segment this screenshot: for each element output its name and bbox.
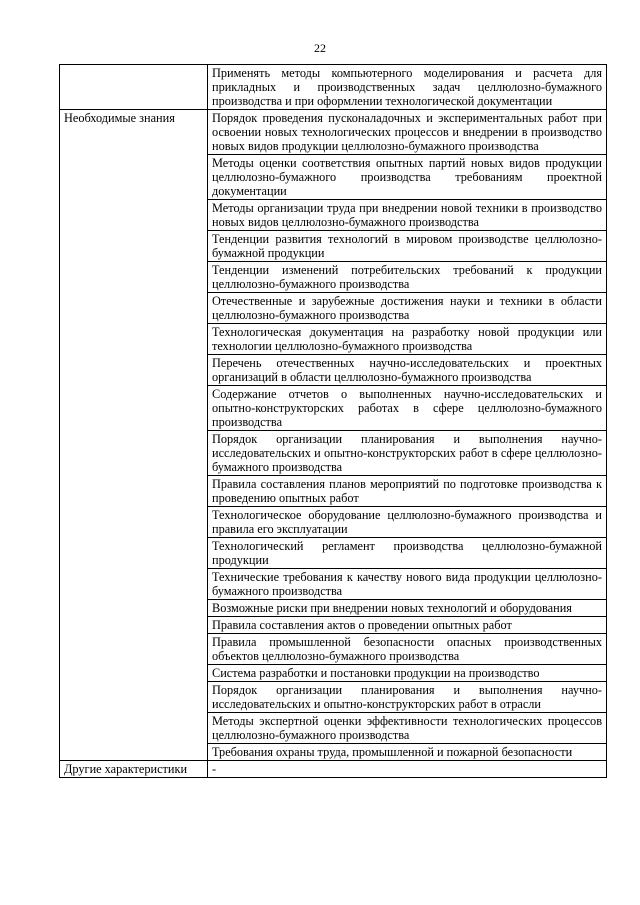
requirement-item: Тенденции изменений потребительских требований к продукции целлюлозно-бумажного производства	[208, 262, 607, 293]
requirement-item: Методы организации труда при внедрении новой техники в производство новых видов целлюлозно-бумажного производства	[208, 200, 607, 231]
requirement-item: Методы оценки соответствия опытных партий новых видов продукции целлюлозно-бумажного производства требованиям проектной документации	[208, 155, 607, 200]
table-row	[60, 110, 607, 155]
requirement-item: Технологический регламент производства целлюлозно-бумажной продукции	[208, 538, 607, 569]
page-number: 22	[314, 41, 326, 55]
table-row	[60, 65, 607, 110]
requirement-item: Методы экспертной оценки эффективности технологических процессов целлюлозно-бумажного производства	[208, 713, 607, 744]
requirement-item: Применять методы компьютерного моделирования и расчета для прикладных и производственных задач целлюлозно-бумажного производства и при оформлении технологической документации	[208, 65, 607, 110]
table-row	[60, 761, 607, 778]
table-body	[60, 65, 607, 778]
requirement-item: Перечень отечественных научно-исследовательских и проектных организаций в области целлюлозно-бумажного производства	[208, 355, 607, 386]
requirement-item: Правила промышленной безопасности опасных производственных объектов целлюлозно-бумажного производства	[208, 634, 607, 665]
requirement-item: Порядок организации планирования и выполнения научно-исследовательских и опытно-конструкторских работ в отрасли	[208, 682, 607, 713]
requirement-item: Технологическая документация на разработку новой продукции или технологии целлюлозно-бумажного производства	[208, 324, 607, 355]
requirement-item: Содержание отчетов о выполненных научно-исследовательских и опытно-конструкторских работах в сфере целлюлозно-бумажного производства	[208, 386, 607, 431]
requirement-item: Технологическое оборудование целлюлозно-бумажного производства и правила его эксплуатации	[208, 507, 607, 538]
requirement-item: Правила составления планов мероприятий по подготовке производства к проведению опытных работ	[208, 476, 607, 507]
requirement-item: Система разработки и постановки продукции на производство	[208, 665, 607, 682]
row-label: Необходимые знания	[60, 110, 208, 761]
requirement-item: Порядок организации планирования и выполнения научно-исследовательских и опытно-конструкторских работ в сфере целлюлозно-бумажного производства	[208, 431, 607, 476]
row-label: Другие характеристики	[60, 761, 208, 778]
row-label	[60, 65, 208, 110]
requirement-item: Правила составления актов о проведении опытных работ	[208, 617, 607, 634]
requirement-item: -	[208, 761, 607, 778]
requirement-item: Тенденции развития технологий в мировом производстве целлюлозно-бумажной продукции	[208, 231, 607, 262]
requirement-item: Технические требования к качеству нового вида продукции целлюлозно-бумажного производства	[208, 569, 607, 600]
requirement-item: Порядок проведения пусконаладочных и экспериментальных работ при освоении новых технологических процессов и внедрении в производство новых видов продукции целлюлозно-бумажного производства	[208, 110, 607, 155]
competency-table	[59, 64, 607, 778]
requirement-item: Возможные риски при внедрении новых технологий и оборудования	[208, 600, 607, 617]
requirement-item: Отечественные и зарубежные достижения науки и техники в области целлюлозно-бумажного производства	[208, 293, 607, 324]
requirement-item: Требования охраны труда, промышленной и пожарной безопасности	[208, 744, 607, 761]
